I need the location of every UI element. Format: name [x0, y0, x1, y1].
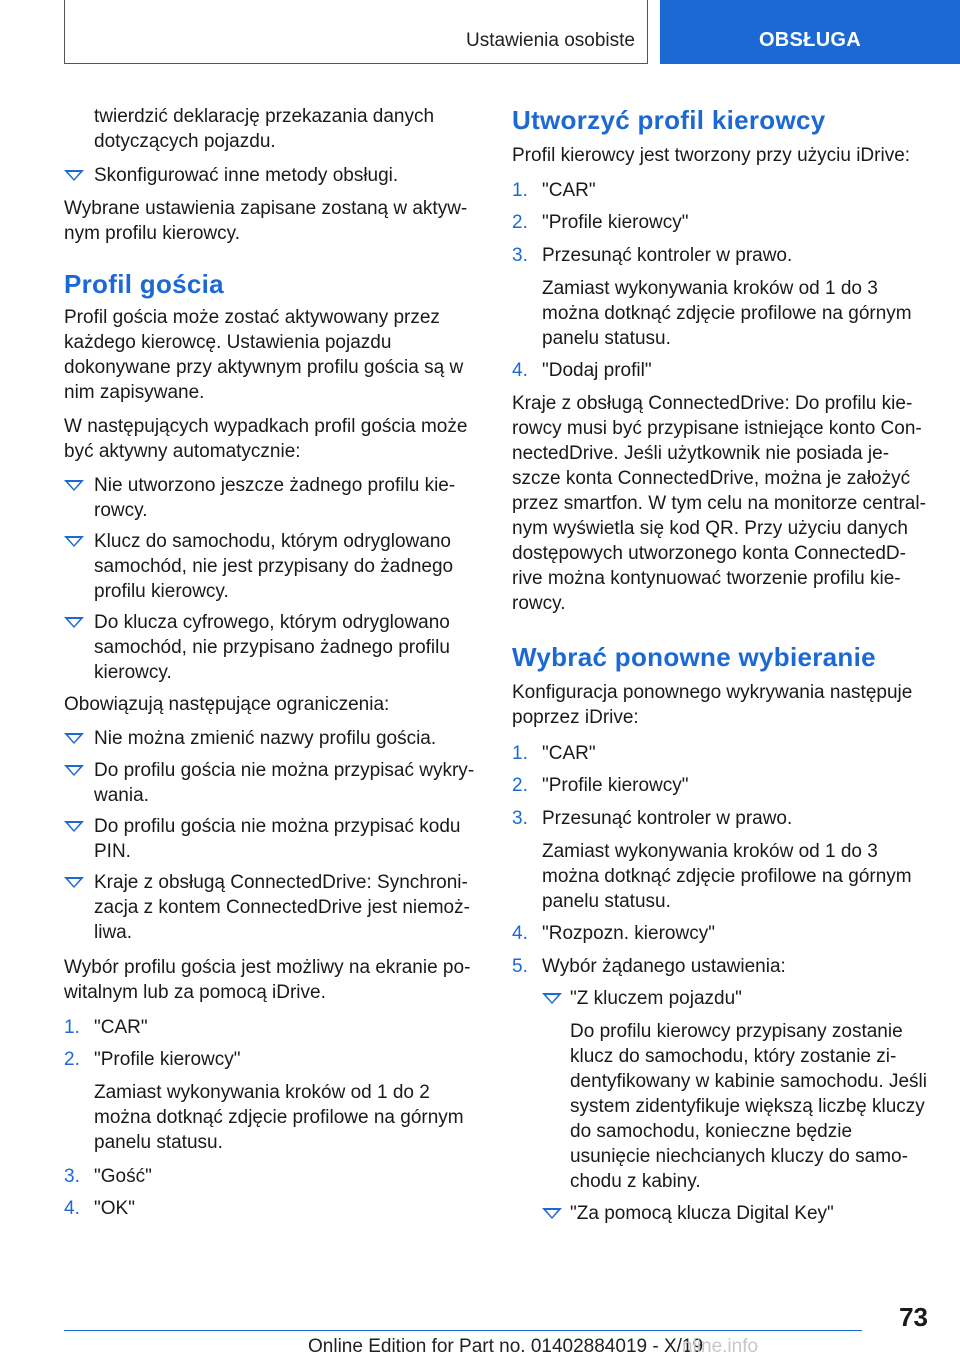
step-item: 1. "CAR" [64, 1017, 148, 1038]
footer-watermark: nline.info [682, 1336, 759, 1357]
step-item: 4. "Rozpozn. kierowcy" [512, 923, 715, 944]
heading-create-profile: Utworzyć profil kierowcy [512, 105, 826, 135]
header-section-title: Ustawienia osobiste [466, 30, 635, 51]
sub-bullet-note: Do profilu kierowcy przypisany zostanie klucz do samochodu, który zostanie zidentyfikowany w kabinie samochodu. Jeśli system zidentyfikuje większą liczbę kluczy do samochodu, konieczne będzie usunięcie niechcianych kluczy do samochodu z kabiny. [570, 1021, 927, 1192]
step-number: 4. [512, 923, 528, 944]
header-chapter-label: OBSŁUGA [758, 29, 862, 51]
step-item: 2. "Profile kierowcy" [512, 775, 689, 796]
triangle-bullet-icon [64, 877, 84, 888]
bullet-item: Skonfigurować inne metody obsługi. [64, 163, 480, 188]
step-note: Zamiast wykonywania kroków od 1 do 3 można dotknąć zdjęcie profilowe na górnym panelu statusu. [542, 278, 912, 349]
step-number: 3. [64, 1166, 80, 1187]
step-item: 3. Przesunąć kontroler w prawo. [512, 808, 793, 829]
paragraph: Wybrane ustawienia zapisane zostaną w aktywnym profilu kierowcy. [64, 198, 468, 244]
step-item: 2. "Profile kierowcy" [512, 212, 689, 233]
step-number: 5. [512, 956, 528, 977]
step-number: 2. [512, 775, 528, 796]
paragraph: Konfiguracja ponownego wykrywania następuje poprzez iDrive: [512, 682, 913, 728]
triangle-bullet-icon [64, 821, 84, 832]
step-number: 1. [512, 180, 528, 201]
bullet-item: Nie można zmienić nazwy profilu gościa. [64, 726, 480, 751]
footer-divider [64, 1330, 862, 1331]
step-number: 4. [64, 1198, 80, 1219]
header-box [64, 0, 648, 64]
step-note: Zamiast wykonywania kroków od 1 do 2 można dotknąć zdjęcie profilowe na górnym panelu statusu. [94, 1082, 464, 1153]
step-number: 2. [512, 212, 528, 233]
paragraph: Profil kierowcy jest tworzony przy użyciu iDrive: [512, 145, 911, 166]
step-note: Zamiast wykonywania kroków od 1 do 3 można dotknąć zdjęcie profilowe na górnym panelu statusu. [542, 841, 912, 912]
triangle-bullet-icon [64, 536, 84, 547]
bullet-item: Nie utworzono jeszcze żadnego profilu kierowcy. [64, 473, 480, 523]
header-chapter-tab [660, 0, 960, 64]
step-number: 3. [512, 808, 528, 829]
bullet-item: Do profilu gościa nie można przypisać wykrywania. [64, 758, 480, 808]
bullet-item: Kraje z obsługą ConnectedDrive: Synchronizacja z kontem ConnectedDrive jest niemożliwa. [64, 870, 480, 945]
footer-edition: Online Edition for Part no. 01402884019 - X/19 [308, 1336, 704, 1357]
step-number: 2. [64, 1049, 80, 1070]
triangle-bullet-icon [64, 733, 84, 744]
step-number: 1. [64, 1017, 80, 1038]
paragraph: Kraje z obsługą ConnectedDrive: Do profilu kierowcy musi być przypisane istniejące konto ConnectedDrive. Jeśli użytkownik nie posiada jeszcze konta ConnectedDrive, można je założyć przez smartfon. W tym celu na monitorze centralnym wyświetla się kod QR. Przy użyciu danych dostępowych utworzonego konta ConnectedDrive można kontynuować tworzenie profilu kierowcy. [512, 393, 926, 614]
bullet-item: Klucz do samochodu, którym odryglowano samochód, nie jest przypisany do żadnego profilu kierowcy. [64, 529, 480, 604]
step-item: 3. Przesunąć kontroler w prawo. [512, 245, 793, 266]
step-number: 1. [512, 743, 528, 764]
step-item: 4. "Dodaj profil" [512, 360, 652, 381]
triangle-bullet-icon [542, 993, 562, 1004]
paragraph: twierdzić deklarację przekazania danych dotyczących pojazdu. [94, 106, 435, 152]
step-number: 4. [512, 360, 528, 381]
page-number: 73 [899, 1302, 928, 1332]
heading-select-recognition: Wybrać ponowne wybieranie [512, 642, 876, 672]
paragraph: Obowiązują następujące ograniczenia: [64, 694, 390, 715]
step-number: 3. [512, 245, 528, 266]
step-item: 5. Wybór żądanego ustawienia: [512, 956, 786, 977]
paragraph: W następujących wypadkach profil gościa może być aktywny automatycznie: [64, 416, 468, 462]
bullet-item: Do klucza cyfrowego, którym odryglowano samochód, nie przypisano żadnego profilu kierowcy. [64, 610, 480, 685]
step-item: 1. "CAR" [512, 180, 596, 201]
step-item: 1. "CAR" [512, 743, 596, 764]
bullet-item: Do profilu gościa nie można przypisać kodu PIN. [64, 814, 480, 864]
sub-bullet-item: "Z kluczem pojazdu" [512, 986, 928, 1011]
triangle-bullet-icon [64, 170, 84, 181]
triangle-bullet-icon [542, 1208, 562, 1219]
step-item: 2. "Profile kierowcy" [64, 1049, 241, 1070]
triangle-bullet-icon [64, 617, 84, 628]
step-item: 3. "Gość" [64, 1166, 152, 1187]
paragraph: Profil gościa może zostać aktywowany przez każdego kierowcę. Ustawienia pojazdu dokonywane przy aktywnym profilu gościa są w nim zapisywane. [64, 307, 464, 403]
triangle-bullet-icon [64, 480, 84, 491]
sub-bullet-item: "Za pomocą klucza Digital Key" [512, 1201, 928, 1226]
step-item: 4. "OK" [64, 1198, 135, 1219]
paragraph: Wybór profilu gościa jest możliwy na ekranie powitalnym lub za pomocą iDrive. [64, 957, 471, 1003]
heading-guest-profile: Profil gościa [64, 269, 224, 299]
triangle-bullet-icon [64, 765, 84, 776]
